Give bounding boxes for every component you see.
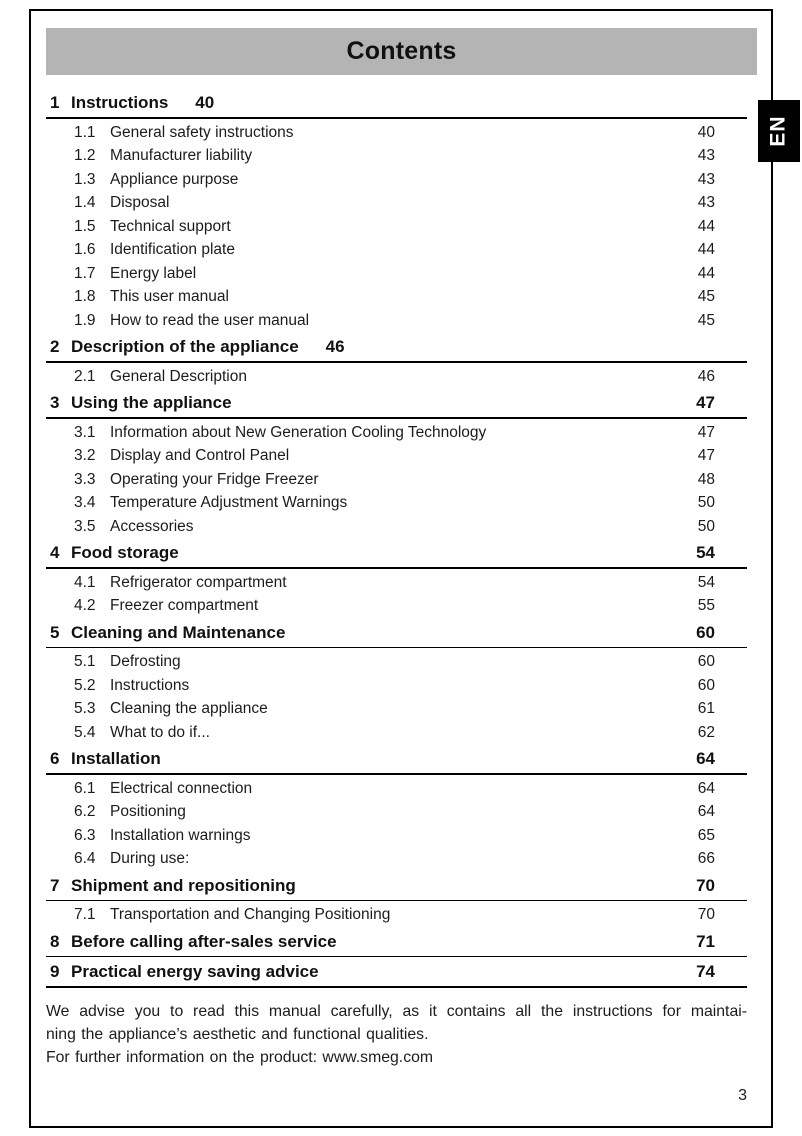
toc-item-page: 64 bbox=[697, 803, 715, 820]
section-underline bbox=[46, 567, 747, 569]
toc-item-title: How to read the user manual bbox=[110, 311, 310, 329]
toc-section-page: 74 bbox=[696, 962, 715, 981]
toc-item-number: 3.3 bbox=[74, 470, 96, 488]
toc-item-title: Technical support bbox=[110, 217, 231, 235]
toc-item bbox=[46, 191, 747, 215]
toc-item-title: Appliance purpose bbox=[110, 170, 239, 188]
toc-section-number: 6 bbox=[50, 749, 60, 768]
toc-section-page: 64 bbox=[696, 749, 715, 768]
footer-line: ning the appliance’s aesthetic and functional qualities. bbox=[46, 1025, 429, 1043]
toc-item-page: 54 bbox=[697, 573, 715, 591]
toc-item-number: 4.1 bbox=[74, 573, 96, 591]
toc-item bbox=[46, 515, 747, 539]
toc-item-page: 47 bbox=[697, 423, 715, 441]
toc-item-title: Installation warnings bbox=[110, 826, 251, 844]
toc-item-title: During use: bbox=[110, 850, 190, 867]
toc-item-page: 60 bbox=[697, 653, 715, 670]
toc-item-title: What to do if... bbox=[110, 723, 210, 741]
toc-section-number: 4 bbox=[50, 543, 60, 562]
toc-item-number: 6.2 bbox=[74, 803, 96, 820]
toc-item bbox=[46, 444, 747, 468]
section-underline bbox=[46, 773, 747, 775]
contents-header-bar bbox=[46, 28, 757, 75]
toc-item-title: Defrosting bbox=[110, 653, 181, 670]
toc-section-heading bbox=[46, 92, 747, 113]
toc-item-page: 44 bbox=[697, 217, 715, 235]
toc-section-page: 46 bbox=[325, 337, 345, 356]
toc-item-page: 70 bbox=[697, 906, 715, 923]
toc-item-number: 6.3 bbox=[74, 826, 96, 844]
toc-item-page: 55 bbox=[697, 597, 715, 614]
toc-item-number: 3.4 bbox=[74, 494, 96, 511]
toc-section-page: 40 bbox=[195, 93, 215, 112]
page-content bbox=[46, 28, 757, 1105]
toc-item bbox=[46, 168, 747, 192]
toc-item bbox=[46, 800, 747, 824]
toc-item bbox=[46, 238, 747, 262]
toc-item-number: 5.1 bbox=[74, 653, 96, 670]
toc-section-number: 5 bbox=[50, 622, 60, 642]
toc-item-title: Accessories bbox=[110, 517, 194, 535]
toc-item bbox=[46, 697, 747, 721]
toc-item-number: 7.1 bbox=[74, 906, 96, 923]
page-title: Contents bbox=[346, 37, 457, 65]
toc-item-page: 46 bbox=[697, 367, 715, 385]
toc-item bbox=[46, 468, 747, 492]
section-underline bbox=[46, 986, 747, 988]
toc-item bbox=[46, 650, 747, 674]
toc-section-number: 3 bbox=[50, 393, 60, 412]
toc-item-page: 50 bbox=[697, 517, 715, 535]
toc-section-page: 60 bbox=[696, 622, 715, 642]
footer-line: We advise you to read this manual carefully, as it contains all the instructions for maintai- bbox=[46, 1002, 747, 1020]
toc-section-heading bbox=[46, 931, 747, 952]
toc-section-number: 1 bbox=[50, 93, 60, 112]
toc-section-heading bbox=[46, 542, 747, 563]
toc-section-number: 9 bbox=[50, 962, 60, 981]
toc-section-heading bbox=[46, 622, 747, 643]
toc-section-title: Instructions bbox=[71, 93, 169, 112]
toc-item bbox=[46, 285, 747, 309]
toc-item-page: 44 bbox=[697, 264, 715, 282]
toc-item-page: 43 bbox=[697, 194, 715, 211]
toc-item-page: 62 bbox=[697, 723, 715, 741]
toc-item-number: 1.6 bbox=[74, 241, 96, 258]
toc-item bbox=[46, 262, 747, 286]
toc-item-title: Refrigerator compartment bbox=[110, 573, 287, 591]
toc-section-heading bbox=[46, 961, 747, 982]
toc-section-title: Description of the appliance bbox=[71, 337, 299, 356]
toc-item-page: 64 bbox=[697, 779, 715, 797]
toc-section-number: 2 bbox=[50, 337, 60, 356]
toc-item-number: 6.4 bbox=[74, 850, 96, 867]
toc-item-number: 1.8 bbox=[74, 288, 96, 305]
toc-item-title: Operating your Fridge Freezer bbox=[110, 470, 319, 488]
toc-item-page: 43 bbox=[697, 147, 715, 164]
toc-item-page: 61 bbox=[697, 700, 715, 717]
toc-item-number: 6.1 bbox=[74, 779, 96, 797]
section-underline bbox=[46, 647, 747, 649]
toc-item-title: General Description bbox=[110, 367, 247, 385]
toc-item-title: This user manual bbox=[110, 288, 229, 305]
toc-section-number: 7 bbox=[50, 875, 60, 895]
toc-item-title: Instructions bbox=[110, 676, 190, 694]
section-underline bbox=[46, 956, 747, 958]
toc-item-number: 1.9 bbox=[74, 311, 96, 329]
toc-item-title: Temperature Adjustment Warnings bbox=[110, 494, 348, 511]
toc-item bbox=[46, 777, 747, 801]
toc-item-number: 2.1 bbox=[74, 367, 96, 385]
toc-item-number: 3.5 bbox=[74, 517, 96, 535]
toc-item-title: Positioning bbox=[110, 803, 186, 820]
section-underline bbox=[46, 361, 747, 363]
toc-item-number: 4.2 bbox=[74, 597, 96, 614]
toc-section-title: Shipment and repositioning bbox=[71, 875, 296, 895]
toc-item bbox=[46, 121, 747, 145]
toc-section-page: 47 bbox=[696, 393, 715, 412]
toc-section-heading bbox=[46, 748, 747, 769]
toc-item-page: 48 bbox=[697, 470, 715, 488]
toc-item-page: 45 bbox=[697, 288, 715, 305]
toc-item bbox=[46, 847, 747, 871]
toc-item bbox=[46, 721, 747, 745]
toc-section-number: 8 bbox=[50, 931, 60, 951]
toc-section-page: 54 bbox=[696, 543, 715, 562]
toc-item-number: 5.3 bbox=[74, 700, 96, 717]
toc-item-title: Freezer compartment bbox=[110, 597, 259, 614]
language-tab-label: EN bbox=[767, 115, 790, 147]
toc-item bbox=[46, 824, 747, 848]
toc-item-title: General safety instructions bbox=[110, 123, 294, 141]
toc-section-heading bbox=[46, 336, 747, 357]
toc-item-title: Information about New Generation Cooling Technology bbox=[110, 423, 487, 441]
toc-item-title: Identification plate bbox=[110, 241, 235, 258]
toc-item bbox=[46, 571, 747, 595]
toc-section-title: Cleaning and Maintenance bbox=[71, 622, 286, 642]
toc-item-page: 43 bbox=[697, 170, 715, 188]
toc-item-page: 66 bbox=[697, 850, 715, 867]
section-underline bbox=[46, 117, 747, 119]
toc-item-page: 44 bbox=[697, 241, 715, 258]
toc-item bbox=[46, 491, 747, 515]
table-of-contents bbox=[46, 92, 747, 988]
toc-section-page: 71 bbox=[696, 931, 715, 951]
toc-item-number: 1.4 bbox=[74, 194, 96, 211]
toc-item bbox=[46, 421, 747, 445]
toc-item-title: Disposal bbox=[110, 194, 170, 211]
section-underline bbox=[46, 900, 747, 902]
toc-section-heading bbox=[46, 875, 747, 896]
toc-item bbox=[46, 365, 747, 389]
toc-section-title: Before calling after-sales service bbox=[71, 931, 337, 951]
toc-item-page: 65 bbox=[697, 826, 715, 844]
toc-section-heading bbox=[46, 392, 747, 413]
toc-item-number: 1.5 bbox=[74, 217, 96, 235]
section-underline bbox=[46, 417, 747, 419]
toc-item-number: 5.2 bbox=[74, 676, 96, 694]
page-number: 3 bbox=[738, 1086, 747, 1104]
toc-section-title: Using the appliance bbox=[71, 393, 232, 412]
toc-section-page: 70 bbox=[696, 875, 715, 895]
toc-section-title: Practical energy saving advice bbox=[71, 962, 319, 981]
toc-item-number: 1.1 bbox=[74, 123, 96, 141]
toc-item-page: 60 bbox=[697, 676, 715, 694]
toc-item-number: 3.2 bbox=[74, 447, 96, 464]
toc-item-title: Electrical connection bbox=[110, 779, 253, 797]
toc-item bbox=[46, 674, 747, 698]
toc-item bbox=[46, 309, 747, 333]
toc-item-page: 47 bbox=[697, 447, 715, 464]
toc-item-title: Manufacturer liability bbox=[110, 147, 253, 164]
toc-section-title: Food storage bbox=[71, 543, 179, 562]
toc-item-page: 50 bbox=[697, 494, 715, 511]
toc-item-title: Display and Control Panel bbox=[110, 447, 290, 464]
toc-item-title: Cleaning the appliance bbox=[110, 700, 268, 717]
toc-section-title: Installation bbox=[71, 749, 161, 768]
toc-item-title: Energy label bbox=[110, 264, 197, 282]
toc-item-page: 40 bbox=[697, 123, 715, 141]
toc-item-number: 5.4 bbox=[74, 723, 96, 741]
footer-note bbox=[46, 1000, 747, 1069]
toc-item-number: 1.2 bbox=[74, 147, 96, 164]
toc-item-page: 45 bbox=[697, 311, 715, 329]
toc-item bbox=[46, 903, 747, 927]
toc-item-title: Transportation and Changing Positioning bbox=[110, 906, 391, 923]
toc-item-number: 3.1 bbox=[74, 423, 96, 441]
toc-item bbox=[46, 594, 747, 618]
toc-item-number: 1.7 bbox=[74, 264, 96, 282]
toc-item bbox=[46, 215, 747, 239]
toc-item bbox=[46, 144, 747, 168]
toc-item-number: 1.3 bbox=[74, 170, 96, 188]
language-tab bbox=[758, 100, 800, 162]
footer-line: For further information on the product: www.smeg.com bbox=[46, 1048, 434, 1066]
